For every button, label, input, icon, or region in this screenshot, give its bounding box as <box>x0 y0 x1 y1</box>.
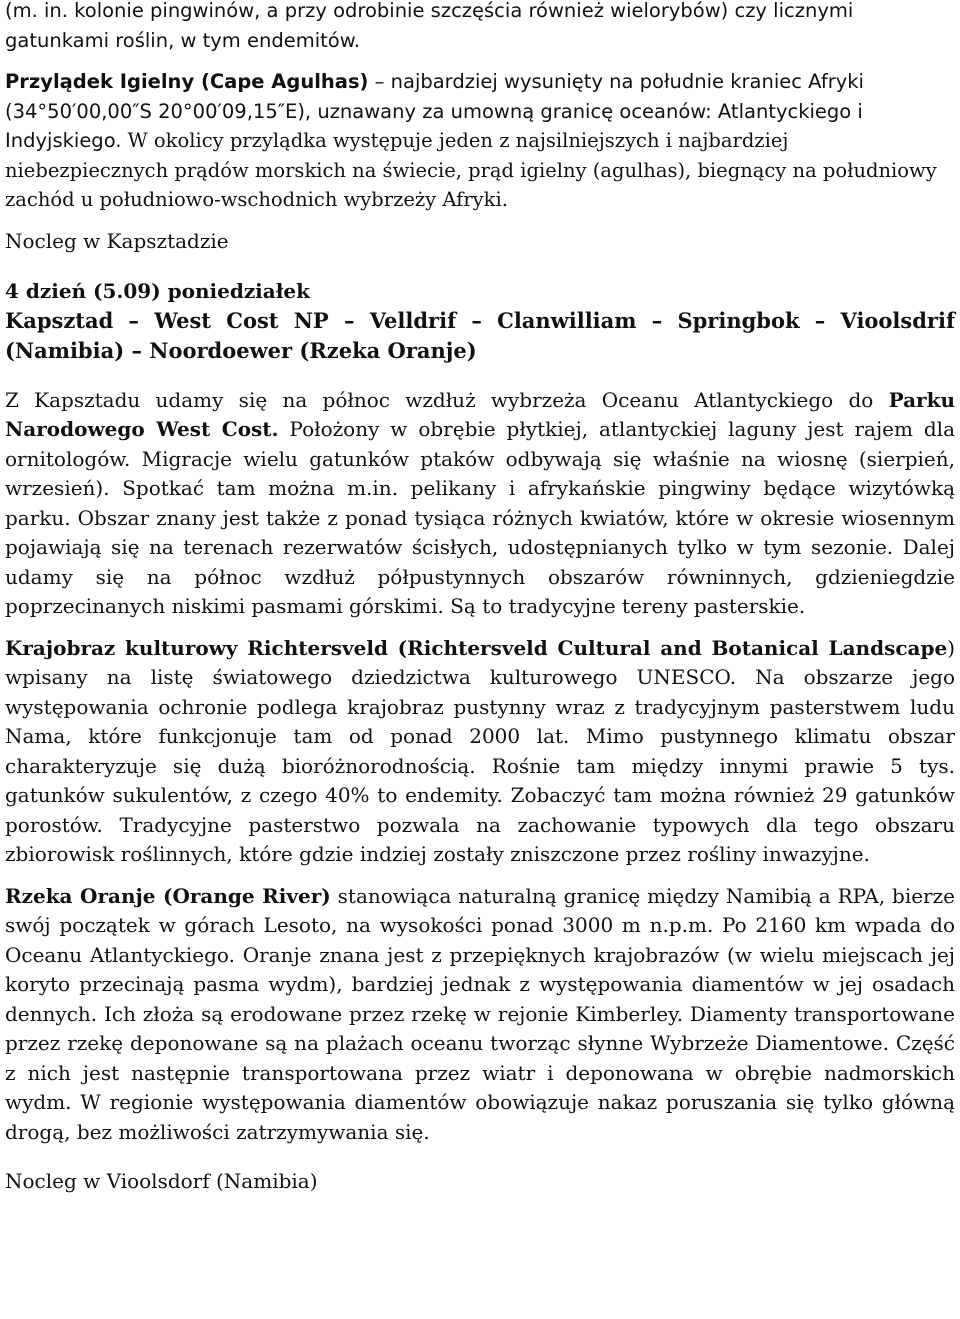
cape-agulhas-text-1: – najbardziej wysunięty na południe kraniec Afryki (34°50′00,00″S 20°00′09,15″E), uznawany za umowną granicę oceanów: Atlantyckiego i Indyjskiego. <box>5 70 864 152</box>
west-coast-text-b: Położony w obrębie płytkiej, atlantyckiej laguny jest rajem dla ornitologów. Migracje wielu gatunków ptaków odbywają się właśnie na wiosnę (sierpień, wrzesień). Spotkać tam można m.in. pelikany i afrykańskie pingwiny będące wizytówką parku. Obszar znany jest także z ponad tysiąca różnych kwiatów, które w okresie wiosennym pojawiają się na terenach rezerwatów ścisłych, udostępnianych tylko w tym sezonie. Dalej udamy się na północ wzdłuż półpustynnych obszarów równinnych, gdzieniegdzie poprzecinanych niskimi pasmami górskimi. Są to tradycyjne tereny pasterskie. <box>5 417 955 618</box>
oranje-text: stanowiąca naturalną granicę między Namibią a RPA, bierze swój początek w górach Lesoto, na wysokości ponad 3000 m n.p.m. Po 2160 km wpada do Oceanu Atlantyckiego. Oranje znana jest z przepięknych krajobrazów (w wielu miejscach jej koryto przecinają pasma wydm), bardziej jednak z występowania diamentów w jej osadach dennych. Ich złoża są erodowane przez rzekę w rejonie Kimberley. Diamenty transportowane przez rzekę deponowane są na plażach oceanu tworząc słynne Wybrzeże Diamentowe. Część z nich jest następnie transportowana przez wiatr i deponowana w obrębie nadmorskich wydm. W regionie występowania diamentów obowiązuje nakaz poruszania się tylko główną drogą, bez możliwości zatrzymywania się. <box>5 883 955 1144</box>
document-page <box>5 0 955 1196</box>
cape-agulhas-paragraph <box>5 67 955 215</box>
nocleg-kapsztad: Nocleg w Kapsztadzie <box>5 228 229 253</box>
oranje-paragraph <box>5 882 955 1148</box>
intro-paragraph <box>5 0 955 55</box>
intro-text: (m. in. kolonie pingwinów, a przy odrobinie szczęścia również wielorybów) czy licznymi gatunkami roślin, w tym endemitów. <box>5 0 854 52</box>
cape-agulhas-text-2: W okolicy przylądka występuje jeden z najsilniejszych i najbardziej niebezpiecznych prądów morskich na świecie, prąd igielny (agulhas), biegnący na południowy zachód u południowo-wschodnich wybrzeży Afryki. <box>5 129 937 211</box>
day-route: Kapsztad – West Cost NP – Velldrif – Clanwilliam – Springbok – Vioolsdrif (Namibia) – Noordoewer (Rzeka Oranje) <box>5 307 955 363</box>
intro-section <box>5 0 955 215</box>
west-coast-text-a: Z Kapsztadu udamy się na północ wzdłuż wybrzeża Oceanu Atlantyckiego do <box>5 387 889 412</box>
day-heading: 4 dzień (5.09) poniedziałek <box>5 278 311 303</box>
west-coast-park-name: Parku Narodowego West Cost. <box>5 387 955 441</box>
nocleg-vioolsdorf: Nocleg w Vioolsdorf (Namibia) <box>5 1169 318 1193</box>
richtersveld-paragraph <box>5 634 955 870</box>
west-coast-paragraph <box>5 386 955 622</box>
richtersveld-title: Krajobraz kulturowy Richtersveld (Richtersveld Cultural and Botanical Landscape <box>5 635 948 660</box>
oranje-title: Rzeka Oranje (Orange River) <box>5 883 331 908</box>
cape-agulhas-title: Przylądek Igielny (Cape Agulhas) <box>5 70 369 93</box>
richtersveld-text: ) wpisany na listę światowego dziedzictwa kulturowego UNESCO. Na obszarze jego występowania ochronie podlega krajobraz pustynny wraz z tradycyjnym pasterstwem ludu Nama, które funkcjonuje tam od ponad 2000 lat. Mimo pustynnego klimatu obszar charakteryzuje się dużą bioróżnorodnością. Rośnie tam między innymi prawie 5 tys. gatunków sukulentów, z czego 40% to endemity. Zobaczyć tam można również 29 gatunków porostów. Tradycyjne pasterstwo pozwala na zachowanie typowych dla tego obszaru zbiorowisk roślinnych, które gdzie indziej zostały zniszczone przez rośliny inwazyjne. <box>5 635 955 866</box>
